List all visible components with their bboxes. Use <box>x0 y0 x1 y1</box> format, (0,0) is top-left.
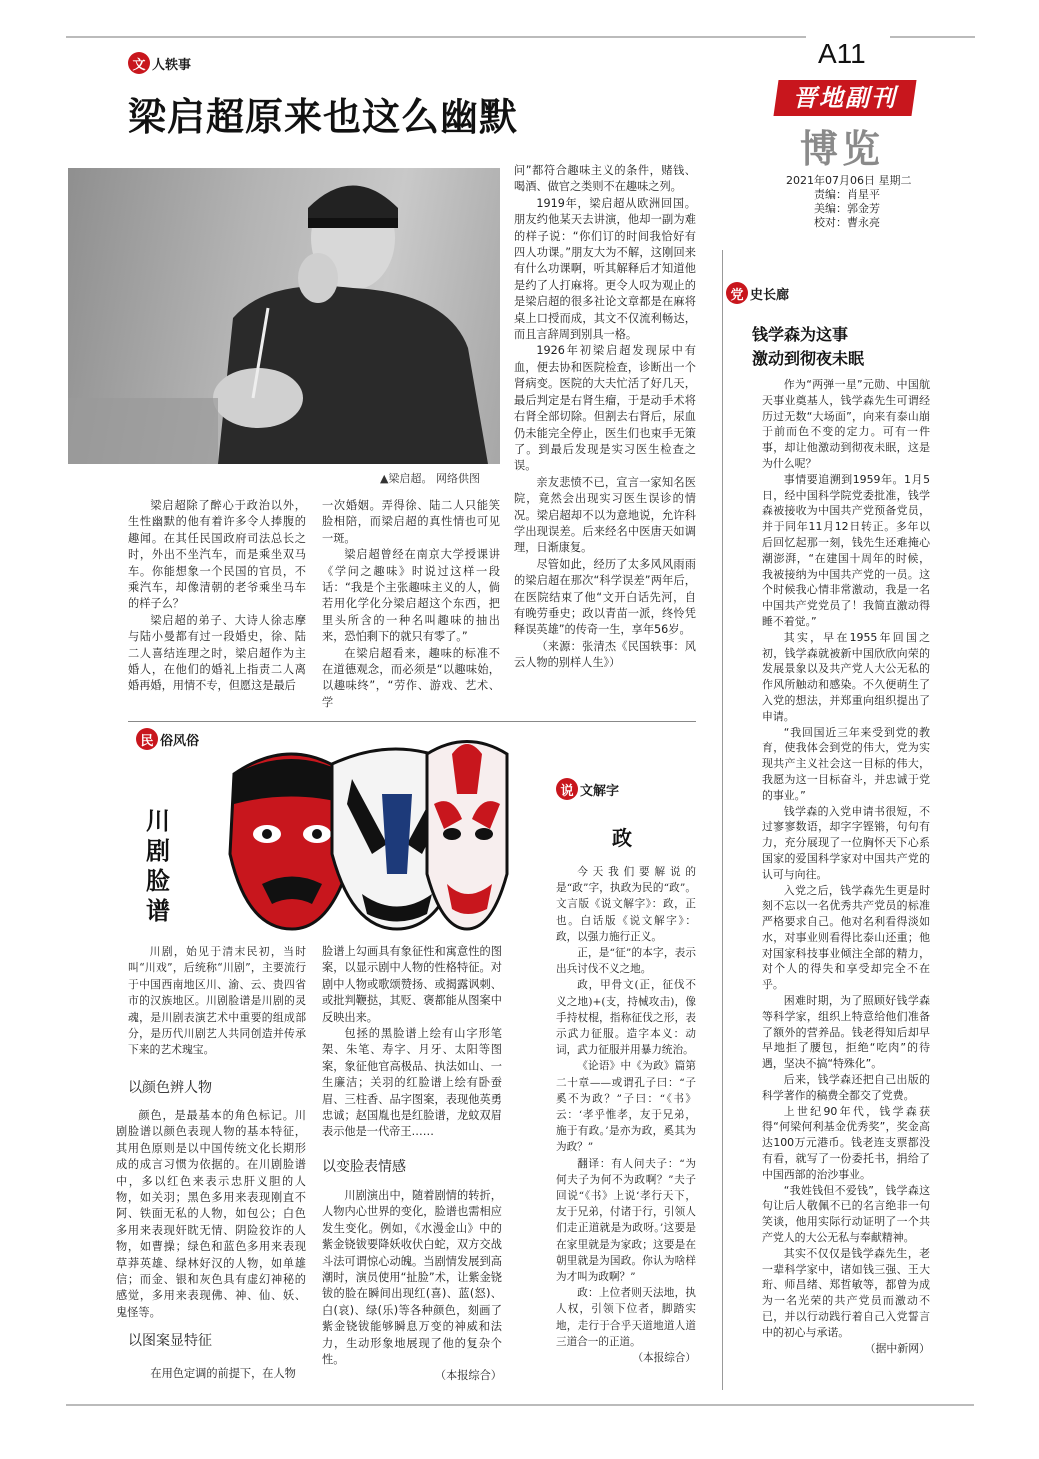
article2-title: 川剧脸谱 <box>146 807 170 925</box>
para: 翻译：有人问夫子：“为何夫子为何不为政啊？”夫子回说“《书》上说‘孝行天下，友于兄弟，付诸于行，引领人们走正道就是为政呀。’这要是在家里就是为家政；这要是在朝里就是为国政。你认为啥样为才叫为政啊？” <box>556 1157 696 1284</box>
subhead-color: 以颜色辨人物 <box>128 1080 212 1096</box>
para: 钱学森的入党申请书很短，不过寥寥数语，却字字铿锵，句句有力，充分展现了一位胸怀天下心系国家的爱国科学家对中国共产党的认可与向往。 <box>762 804 930 881</box>
subhead-change: 以变脸表情感 <box>322 1159 406 1175</box>
para: 梁启超的弟子、大诗人徐志摩与陆小曼都有过一段婚史，徐、陆二人喜结连理之时，梁启超作为主婚人，在他们的婚礼上指责二人离婚再婚，用情不专，但愿这是最后 <box>128 613 306 693</box>
article2-col-a2 <box>128 1366 306 1382</box>
article1-title: 梁启超原来也这么幽默 <box>128 95 519 139</box>
tag-label: 史长廊 <box>750 287 790 303</box>
para: 正，是“征”的本字，表示出兵讨伐不义之地。 <box>556 947 696 976</box>
para: 一次婚姻。弄得徐、陆二人只能笑脸相陪，而梁启超的真性情也可见一斑。 <box>322 499 500 545</box>
para: 尽管如此，经历了太多风风雨雨的梁启超在那次“科学误差”两年后，在医院结束了他“文开白话先河，自有晚劳垂史；政以青苗一派，终怜凭释误英雄”的传奇一生，享年56岁。 <box>514 557 696 637</box>
para: 事情要追溯到1959年。1月5日，经中国科学院党委批准，钱学森被接收为中国共产党预备党员，并于同年11月12日转正。多年以后回忆起那一刻，钱先生还难掩心潮澎湃，“在建国十周年的时候，我被接纳为中国共产党的一员。这个时候我心情非常激动，我是一名中国共产党党员了！我简直激动得睡不着觉。” <box>762 472 930 628</box>
tag-circle: 文 <box>128 52 150 74</box>
brand-title: 晋地副刊 <box>793 83 897 112</box>
para: 1926年初梁启超发现尿中有血，便去协和医院检查，诊断出一个肾病变。医院的大夫忙活了好几天，最后判定是右肾生瘤，于是动手术将右肾全部切除。但割去右肾后，尿血仍未能完全停止，医生们也束手无策了。到最后发现是实习医生检查之误。 <box>514 344 696 473</box>
para: 颜色，是最基本的角色标记。川剧脸谱以颜色表现人物的基本特征，其用色原则是以中国传统文化长期形成的成言习惯为依据的。在川剧脸谱中，多以红色来表示忠肝义胆的人物，如关羽；黑色多用来表现刚直不阿、铁面无私的人物，如包公；白色多用来表现奸眈无情、阴险狡诈的人物，如曹操；绿色和蓝色多用来表现草莽英雄、绿林好汉的人物，如单雄信；而金、银和灰色具有虚幻神秘的感觉，多用来表现佛、神、仙、妖、鬼怪等。 <box>116 1109 306 1319</box>
top-rule-right <box>890 36 975 38</box>
tag-circle: 说 <box>556 778 578 800</box>
section-tag-minsu <box>136 728 199 750</box>
para: 《论语》中《为政》篇第二十章——或谓孔子曰：“子奚不为政？”子曰：“《书》云：‘孝乎惟孝，友于兄弟，施于有政。’是亦为政，奚其为为政？” <box>556 1060 696 1154</box>
para: 脸谱上勾画具有象征性和寓意性的图案，以显示剧中人物的性格特征。对剧中人物或歌颂赞扬、或揭露讽刺、或批判鞭挞，其贬、褒都能从图案中反映出来。 <box>322 945 502 1024</box>
article3-title: 政 <box>612 826 632 850</box>
para: 后来，钱学森还把自己出版的科学著作的稿费全都交了党费。 <box>762 1073 930 1102</box>
editor: 责编：肖星平 <box>814 188 880 201</box>
date-line: 2021年07月06日 星期二 <box>786 174 912 187</box>
para: 其实不仅仅是钱学森先生，老一辈科学家中，诸如钱三强、王大珩、师昌绪、郑哲敏等，都曾为成为一名光荣的共产党员而激动不已，并以行动践行着自己入党誓言中的初心与承诺。 <box>762 1246 930 1339</box>
para: 1919年，梁启超从欧洲回国。朋友约他某天去讲演，他却一副为难的样子说：“你们订的时间我恰好有四人功课。”朋友大为不解，这刚回来有什么功课啊，听其解释后才知道他是约了人打麻将。更令人叹为观止的是梁启超的很多社论文章都是在麻将桌上口授而成，其文不仅流利畅达，而且言辞周到别具一格。 <box>514 196 696 342</box>
article1-col-b <box>322 498 500 711</box>
article3-body <box>556 864 696 1366</box>
para: “我姓钱但不爱钱”，钱学森这句让后人敬佩不已的名言绝非一句笑谈，他用实际行动证明了一个共产党人的大公无私与奉献精神。 <box>762 1183 930 1245</box>
source: （来源：张清杰《民国轶事：风云人物的别样人生》） <box>514 639 696 670</box>
article2-lead: 川剧，始见于清末民初，当时叫“川戏”，后统称“川剧”，主要流行于中国西南地区川、渝、云、贵四省市的汉族地区。川剧脸谱是川剧的灵魂，是川剧表演艺术中重要的组成部分，是历代川剧艺人共同创造并传承下来的艺术瑰宝。 <box>128 945 306 1057</box>
proofreader: 校对：曹永亮 <box>814 216 880 229</box>
article4-body <box>762 377 930 1356</box>
portrait-figure <box>68 168 500 464</box>
article1-col-c <box>514 163 696 672</box>
para: 梁启超曾经在南京大学授课讲《学问之趣味》时说过这样一段话：“我是个主张趣味主义的人，倘若用化学化分梁启超这个东西，把里头所含的一种名叫趣味的抽出来，恐怕剩下的就只有零了。” <box>322 548 500 644</box>
tag-label: 文解字 <box>580 783 620 799</box>
designer: 美编：郭金芳 <box>814 202 880 215</box>
top-rule <box>66 36 806 38</box>
column-divider <box>722 250 723 1390</box>
para: 政，甲骨文(正，征伐不义之地)+(支，持械攻击)，像手持杖棍，指称征伐之形，表示武力征服。造字本义：动词，武力征服并用暴力统治。 <box>556 979 696 1057</box>
bottom-rule <box>66 1404 974 1406</box>
section-name: 博览 <box>800 126 885 171</box>
tag-label: 人轶事 <box>152 57 192 73</box>
byline: （据中新网） <box>864 1341 930 1355</box>
article2-col-b2 <box>322 1188 502 1385</box>
article2-col-b <box>322 944 502 1141</box>
masks-svg <box>212 734 512 934</box>
para: 其实，早在1955年回国之初，钱学森就被新中国欣欣向荣的发展景象以及共产党人大公无私的作风所触动和感染。不久便萌生了入党的想法，并郑重向组织提出了申请。 <box>762 630 930 723</box>
article1-col-a <box>128 498 306 695</box>
article4-title-line1: 钱学森为这事 <box>752 325 849 344</box>
para: 问”都符合趣味主义的条件，赌钱、喝酒、做官之类则不在趣味之列。 <box>514 164 696 194</box>
page-number: A11 <box>818 38 866 69</box>
para: 在用色定调的前提下，在人物 <box>150 1367 296 1380</box>
byline: （本报综合） <box>434 1369 502 1383</box>
byline: （本报综合） <box>632 1352 696 1365</box>
section-tag-wenren <box>128 52 191 74</box>
section-tag-dangshi <box>726 282 789 304</box>
subhead-pattern: 以图案显特征 <box>128 1333 212 1349</box>
article4-title-line2: 激动到彻夜未眠 <box>752 349 865 368</box>
tag-label: 俗风俗 <box>160 733 200 749</box>
para: “我回国近三年来受到党的教育，使我体会到党的伟大，党为实现共产主义社会这一目标的伟大，我愿为这一目标奋斗，并忠诚于党的事业。” <box>762 725 930 802</box>
para: 包拯的黑脸谱上绘有山字形笔架、朱笔、寿字、月牙、太阳等图案，象征他官高极品、执法如山、一生廉洁；关羽的红脸谱上绘有卧蚕眉、三柱香、品字图案，表现他英勇忠诚；赵国胤也是红脸谱，龙蚊双眉表示他是一代帝王…… <box>322 1027 502 1139</box>
para: 入党之后，钱学森先生更是时刻不忘以一名优秀共产党员的标准严格要求自己。他对名利看得淡如水，对事业则看得比泰山还重；他对国家科技事业倾注全部的精力，对个人的得失和享受却完全不在乎。 <box>762 883 930 992</box>
photo-caption: ▲梁启超。 网络供图 <box>380 472 480 485</box>
para: 在梁启超看来，趣味的标准不在道德观念，而必须是“以趣味始，以趣味终”，“劳作、游戏、艺术、学 <box>322 646 500 709</box>
article2-col-a <box>116 1108 306 1321</box>
section-tag-shuowen <box>556 778 619 800</box>
para: 政：上位者则天法地，执人权，引领下位者，脚踏实地，走行于合乎天道地道人道三道合一的正道。 <box>556 1287 696 1348</box>
para: 亲友悲愤不已，宣言一家知名医院，竟然会出现实习医生误诊的情况。梁启超却不以为意地说，允许科学出现误差。后来经名中医唐天如调理，日渐康复。 <box>514 475 696 555</box>
para: 梁启超除了醉心于政治以外，生性幽默的他有着许多令人捧腹的趣闻。在其任民国政府司法总长之时，外出不坐汽车，而是乘坐双马车。你能想象一个民国的官员，不乘汽车，却像清朝的老爷乘坐马车的样子么？ <box>128 499 306 611</box>
section-divider <box>128 721 696 722</box>
para: 今天我们要解说的是“政”字，执政为民的“政”。文言版《说文解字》：政，正也。白话版《说文解字》：政，以强力施行正义。 <box>556 866 696 943</box>
tag-circle: 党 <box>726 282 748 304</box>
para: 上世纪90年代，钱学森获得“何梁何利基金优秀奖”，奖金高达100万元港币。钱老连支票都没有看，就写了一份委托书，捐给了中国西部的治沙事业。 <box>762 1104 930 1181</box>
tag-circle: 民 <box>136 728 158 750</box>
para: 作为“两弹一星”元勋、中国航天事业奠基人，钱学森先生可谓经历过无数“大场面”，向来有泰山崩于前而色不变的定力。可有一件事，却让他激动到彻夜未眠，这是为什么呢？ <box>762 378 930 470</box>
para: 川剧演出中，随着剧情的转折，人物内心世界的变化，脸谱也需相应发生变化。例如，《水漫金山》中的紫金铙钹要降妖收伏白蛇，双方交战斗法可谓惊心动魄。当剧情发展到高潮时，演员使用“扯脸”术，让紫金铙钹的脸在瞬间出现红(喜)、蓝(怒)、白(哀)、绿(乐)等各种颜色，刻画了紫金铙钹能够瞬息万变的神威和法力，生动形象地展现了他的复杂个性。 <box>322 1189 502 1367</box>
para: 困难时期，为了照顾好钱学森等科学家，组织上特意给他们准备了额外的营养品。钱老得知后却早早地拒了腰包，拒绝“吃肉”的待遇，坚决不搞“特殊化”。 <box>762 994 930 1071</box>
opera-masks-image <box>212 734 512 934</box>
liang-photo <box>68 168 500 464</box>
